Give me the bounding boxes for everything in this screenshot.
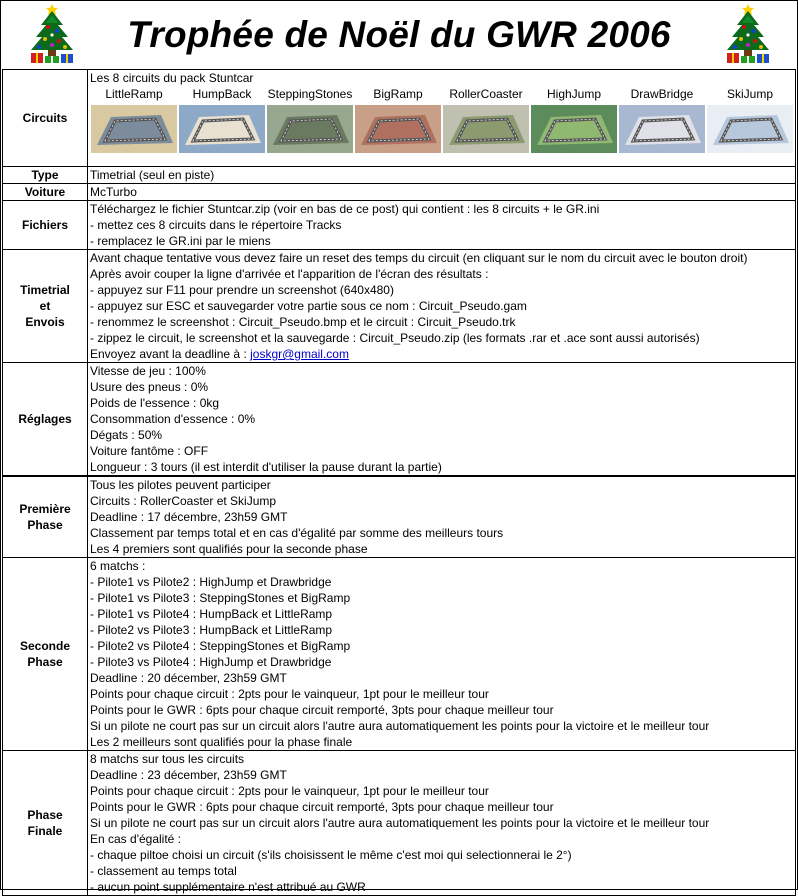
row-label bbox=[3, 167, 88, 184]
text-line: Points pour le GWR : 6pts pour chaque circuit remporté, 3pts pour chaque meilleur tour bbox=[90, 703, 554, 717]
text-line: Points pour chaque circuit : 2pts pour le vainqueur, 1pt pour le meilleur tour bbox=[90, 687, 489, 701]
text-line: En cas d'égalité : bbox=[90, 832, 182, 846]
text-line: Tous les pilotes peuvent participer bbox=[90, 478, 271, 492]
text-line: - renommez le screenshot : Circuit_Pseudo.bmp et le circuit : Circuit_Pseudo.trk bbox=[90, 315, 516, 329]
text-line: Deadline : 17 décembre, 23h59 GMT bbox=[90, 510, 288, 524]
text-line: Vitesse de jeu : 100% bbox=[90, 364, 206, 378]
steppingstones-thumbnail bbox=[267, 105, 353, 153]
track-name: HumpBack bbox=[192, 87, 252, 101]
track-item bbox=[530, 87, 618, 166]
row-label bbox=[3, 250, 88, 363]
track-name: HighJump bbox=[546, 87, 602, 101]
circuits-intro: Les 8 circuits du pack Stuntcar bbox=[90, 71, 254, 85]
track-item bbox=[178, 87, 266, 166]
rules-table bbox=[2, 69, 796, 896]
label-line: Fichiers bbox=[21, 218, 69, 232]
text-line: Dégats : 50% bbox=[90, 428, 163, 442]
text-line: Si un pilote ne court pas sur un circuit alors l'autre aura automatiquement les points pour la victoire et le meilleur tour bbox=[90, 816, 710, 830]
label-line: Envois bbox=[25, 315, 65, 329]
text-line: - Pilote2 vs Pilote3 : HumpBack et LittleRamp bbox=[90, 623, 333, 637]
row-fichiers bbox=[3, 201, 796, 250]
track-name: RollerCoaster bbox=[449, 87, 523, 101]
text-line: Les 4 premiers sont qualifiés pour la seconde phase bbox=[90, 542, 368, 556]
text-line: Circuits : RollerCoaster et SkiJump bbox=[90, 494, 277, 508]
text-line: Les 2 meilleurs sont qualifiés pour la phase finale bbox=[90, 735, 353, 749]
text-line: - chaque piltoe choisi un circuit (s'ils choisissent le même c'est moi qui selectionnerai le 2°) bbox=[90, 848, 572, 862]
row-content bbox=[88, 363, 796, 477]
row-label bbox=[3, 70, 88, 167]
email-link[interactable]: joskgr@gmail.com bbox=[250, 347, 349, 361]
track-list bbox=[90, 86, 795, 166]
row-label bbox=[3, 751, 88, 896]
row-label bbox=[3, 184, 88, 201]
label-line: Voiture bbox=[24, 185, 66, 199]
row-seconde bbox=[3, 558, 796, 751]
highjump-thumbnail bbox=[531, 105, 617, 153]
row-type bbox=[3, 167, 796, 184]
text-line: - zippez le circuit, le screenshot et la sauvegarde : Circuit_Pseudo.zip (les formats .rar et .ace sont aussi autorisés) bbox=[90, 331, 700, 345]
label-line: Phase bbox=[27, 808, 63, 822]
track-name: LittleRamp bbox=[105, 87, 163, 101]
label-line: Circuits bbox=[22, 111, 68, 125]
text-line: Avant chaque tentative vous devez faire un reset des temps du circuit (en cliquant sur le nom du circuit avec le bouton droit) bbox=[90, 251, 748, 265]
text-line: Classement par temps total et en cas d'égalité par somme des meilleurs tours bbox=[90, 526, 504, 540]
row-label bbox=[3, 363, 88, 477]
row-reglages bbox=[3, 363, 796, 477]
christmas-tree-icon bbox=[721, 3, 775, 65]
text-line: Points pour chaque circuit : 2pts pour le vainqueur, 1pt pour le meilleur tour bbox=[90, 784, 489, 798]
track-name: SteppingStones bbox=[267, 87, 353, 101]
row-content bbox=[88, 558, 796, 751]
text-line: - Pilote1 vs Pilote2 : HighJump et Drawbridge bbox=[90, 575, 332, 589]
text-line: - Pilote2 vs Pilote4 : SteppingStones et BigRamp bbox=[90, 639, 351, 653]
track-name: DrawBridge bbox=[630, 87, 694, 101]
row-label bbox=[3, 476, 88, 558]
drawbridge-thumbnail bbox=[619, 105, 705, 153]
label-line: Timetrial bbox=[20, 283, 70, 297]
text-line: - remplacez le GR.ini par le miens bbox=[90, 234, 271, 248]
row-content bbox=[88, 250, 796, 363]
row-label bbox=[3, 558, 88, 751]
row-content bbox=[88, 201, 796, 250]
text-line: McTurbo bbox=[90, 185, 137, 199]
track-item bbox=[442, 87, 530, 166]
row-label bbox=[3, 201, 88, 250]
text-line: Longueur : 3 tours (il est interdit d'utiliser la pause durant la partie) bbox=[90, 460, 442, 474]
rollercoaster-thumbnail bbox=[443, 105, 529, 153]
text-line: Usure des pneus : 0% bbox=[90, 380, 209, 394]
track-item bbox=[618, 87, 706, 166]
label-line: et bbox=[39, 299, 51, 313]
text-line: Timetrial (seul en piste) bbox=[90, 168, 215, 182]
text-line: Téléchargez le fichier Stuntcar.zip (voir en bas de ce post) qui contient : les 8 circuits + le GR.ini bbox=[90, 202, 600, 216]
label-line: Phase bbox=[27, 655, 63, 669]
text-line: - Pilote1 vs Pilote4 : HumpBack et LittleRamp bbox=[90, 607, 333, 621]
text-line: Points pour le GWR : 6pts pour chaque circuit remporté, 3pts pour chaque meilleur tour bbox=[90, 800, 554, 814]
row-premiere bbox=[3, 476, 796, 558]
deadline-text: Envoyez avant la deadline à : bbox=[90, 347, 251, 361]
text-line: 8 matchs sur tous les circuits bbox=[90, 752, 245, 766]
row-voiture bbox=[3, 184, 796, 201]
row-circuits bbox=[3, 70, 796, 167]
page-title: Trophée de Noël du GWR 2006 bbox=[127, 14, 671, 55]
track-name: BigRamp bbox=[373, 87, 423, 101]
track-name: SkiJump bbox=[726, 87, 773, 101]
label-line: Seconde bbox=[19, 639, 70, 653]
row-content bbox=[88, 751, 796, 896]
humpback-thumbnail bbox=[179, 105, 265, 153]
skijump-thumbnail bbox=[707, 105, 793, 153]
text-line: - mettez ces 8 circuits dans le répertoire Tracks bbox=[90, 218, 342, 232]
row-finale bbox=[3, 751, 796, 896]
text-line: Après avoir couper la ligne d'arrivée et l'apparition de l'écran des résultats : bbox=[90, 267, 489, 281]
text-line: Deadline : 20 décember, 23h59 GMT bbox=[90, 671, 287, 685]
row-content bbox=[88, 476, 796, 558]
text-line: Poids de l'essence : 0kg bbox=[90, 396, 220, 410]
track-item bbox=[90, 87, 178, 166]
track-item bbox=[706, 87, 794, 166]
row-content bbox=[88, 184, 796, 201]
label-line: Type bbox=[31, 168, 59, 182]
text-line: Voiture fantôme : OFF bbox=[90, 444, 209, 458]
text-line: 6 matchs : bbox=[90, 559, 146, 573]
row-content bbox=[88, 167, 796, 184]
text-line: - Pilote1 vs Pilote3 : SteppingStones et BigRamp bbox=[90, 591, 351, 605]
label-line: Première bbox=[19, 502, 71, 516]
deadline-line bbox=[90, 346, 795, 362]
label-line: Phase bbox=[27, 518, 63, 532]
text-line: - appuyez sur F11 pour prendre un screenshot (640x480) bbox=[90, 283, 394, 297]
bigramp-thumbnail bbox=[355, 105, 441, 153]
text-line: - classement au temps total bbox=[90, 864, 237, 878]
text-line: - Pilote3 vs Pilote4 : HighJump et Drawbridge bbox=[90, 655, 332, 669]
text-line: - aucun point supplémentaire n'est attribué au GWR bbox=[90, 880, 366, 894]
text-line: Consommation d'essence : 0% bbox=[90, 412, 256, 426]
track-item bbox=[354, 87, 442, 166]
row-content bbox=[88, 70, 796, 167]
text-line: Si un pilote ne court pas sur un circuit alors l'autre aura automatiquement les points pour la victoire et le meilleur tour bbox=[90, 719, 710, 733]
label-line: Finale bbox=[27, 824, 63, 838]
text-line: - appuyez sur ESC et sauvegarder votre partie sous ce nom : Circuit_Pseudo.gam bbox=[90, 299, 527, 313]
label-line: Réglages bbox=[18, 412, 72, 426]
text-line: Deadline : 23 décember, 23h59 GMT bbox=[90, 768, 287, 782]
track-item bbox=[266, 87, 354, 166]
littleramp-thumbnail bbox=[91, 105, 177, 153]
row-timetrial bbox=[3, 250, 796, 363]
header bbox=[1, 1, 797, 67]
